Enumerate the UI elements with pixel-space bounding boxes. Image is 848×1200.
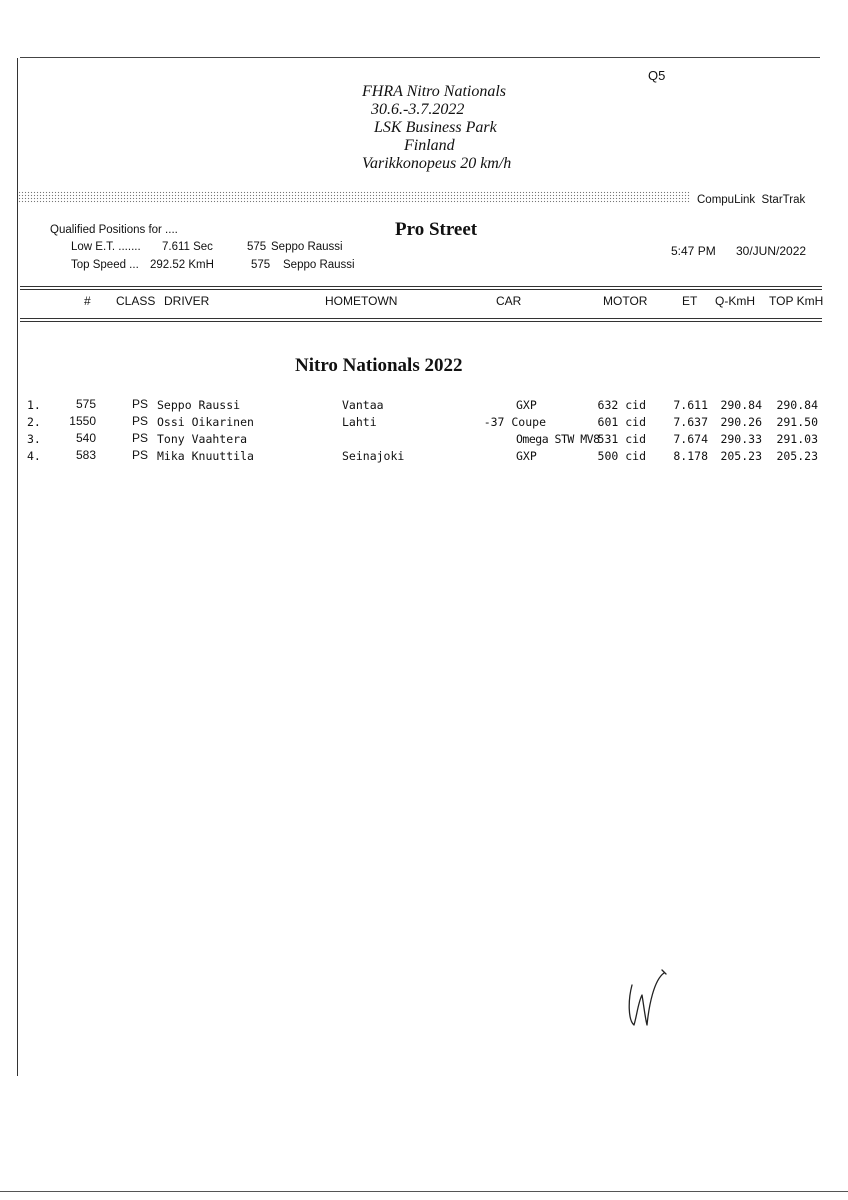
qualified-header: Qualified Positions for .... (50, 224, 178, 236)
event-name: FHRA Nitro Nationals (362, 83, 507, 100)
row-class: PS (132, 414, 149, 428)
row-class: PS (132, 448, 149, 462)
col-hometown: HOMETOWN (325, 294, 398, 308)
class-title: Pro Street (395, 219, 478, 240)
event-pit-speed: Varikkonopeus 20 km/h (362, 155, 512, 172)
row-position: 1. (27, 398, 41, 412)
row-et: 7.674 (673, 432, 708, 446)
low-et-driver: Seppo Raussi (271, 241, 343, 253)
row-class: PS (132, 431, 149, 445)
header-bottom-line (20, 318, 822, 319)
row-qkmh: 290.33 (720, 432, 762, 446)
col-qkmh: Q-KmH (715, 294, 755, 308)
event-venue: LSK Business Park (374, 119, 497, 136)
event-country: Finland (404, 137, 455, 154)
report-date: 30/JUN/2022 (736, 244, 807, 258)
top-speed-label: Top Speed ... (71, 259, 139, 271)
row-car-number: 1550 (69, 414, 96, 428)
row-motor: 632 cid (597, 398, 646, 412)
row-car: -37 Coupe (483, 415, 546, 429)
col-number: # (84, 294, 91, 308)
row-motor: 601 cid (597, 415, 646, 429)
row-hometown: Seinajoki (342, 449, 405, 463)
row-et: 8.178 (673, 449, 708, 463)
header-bottom-line-2 (20, 321, 822, 322)
row-car: GXP (516, 398, 537, 412)
low-et-label: Low E.T. ....... (71, 241, 141, 253)
section-title: Nitro Nationals 2022 (295, 355, 463, 376)
page-code: Q5 (648, 68, 666, 83)
row-motor: 531 cid (597, 432, 646, 446)
row-driver: Mika Knuuttila (157, 449, 254, 463)
top-speed-car: 575 (251, 259, 271, 271)
row-class: PS (132, 397, 149, 411)
col-top-kmh: TOP KmH (769, 294, 824, 308)
row-et: 7.637 (673, 415, 708, 429)
top-speed-driver: Seppo Raussi (283, 259, 355, 271)
low-et-car: 575 (247, 241, 267, 253)
row-driver: Seppo Raussi (157, 398, 241, 412)
row-top-kmh: 291.50 (776, 415, 818, 429)
col-class: CLASS (116, 294, 156, 308)
dotted-separator (18, 191, 690, 203)
bottom-edge-line (0, 1191, 848, 1192)
row-car: GXP (516, 449, 537, 463)
row-car-number: 575 (75, 397, 96, 411)
event-dates: 30.6.-3.7.2022 (371, 101, 465, 118)
row-top-kmh: 291.03 (776, 432, 818, 446)
low-et-value: 7.611 Sec (162, 241, 213, 253)
signature-mark (618, 965, 678, 1035)
row-hometown: Vantaa (342, 398, 384, 412)
top-speed-value: 292.52 KmH (150, 259, 214, 271)
col-driver: DRIVER (164, 294, 210, 308)
header-top-line-2 (20, 289, 822, 290)
event-header (330, 83, 550, 173)
row-position: 3. (27, 432, 41, 446)
row-position: 2. (27, 415, 41, 429)
col-et: ET (682, 294, 698, 308)
header-top-line (20, 286, 822, 287)
row-motor: 500 cid (597, 449, 646, 463)
row-driver: Ossi Oikarinen (157, 415, 254, 429)
row-car-number: 583 (75, 448, 96, 462)
row-top-kmh: 205.23 (776, 449, 818, 463)
row-hometown: Lahti (342, 415, 377, 429)
left-frame-line (17, 58, 18, 1076)
row-qkmh: 290.84 (720, 398, 762, 412)
col-motor: MOTOR (603, 294, 648, 308)
row-position: 4. (27, 449, 41, 463)
vendor-label: CompuLink StarTrak (697, 194, 806, 206)
report-time: 5:47 PM (671, 244, 716, 258)
row-driver: Tony Vaahtera (157, 432, 248, 446)
row-et: 7.611 (673, 398, 708, 412)
row-qkmh: 290.26 (720, 415, 762, 429)
col-car: CAR (496, 294, 522, 308)
top-frame-line (20, 57, 820, 58)
row-top-kmh: 290.84 (776, 398, 818, 412)
row-car-number: 540 (75, 431, 96, 445)
row-qkmh: 205.23 (720, 449, 762, 463)
row-car: Omega STW MV8 (516, 432, 600, 446)
